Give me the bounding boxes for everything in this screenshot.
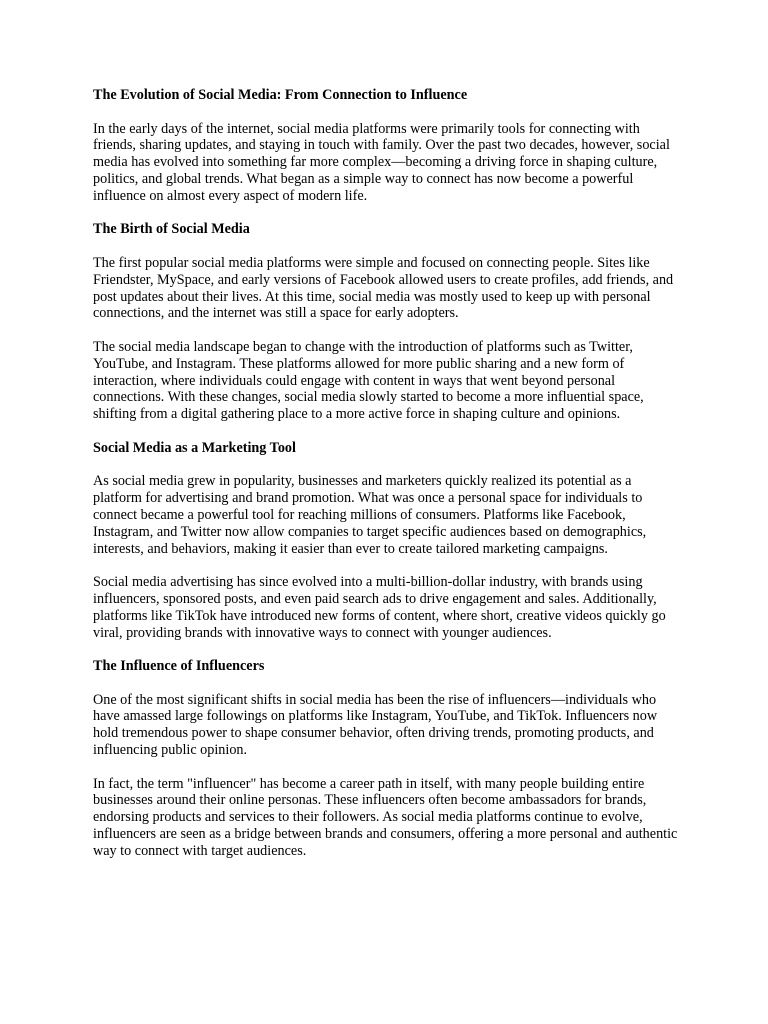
section-heading-influencers: The Influence of Influencers	[93, 658, 265, 675]
section-heading-birth: The Birth of Social Media	[93, 221, 250, 238]
document-page	[93, 87, 681, 860]
section-paragraph: The first popular social media platforms were simple and focused on connecting people. Sites like Friendster, MySpace, and early versions of Facebook allowed users to create profiles, add friends, and post updates about their lives. At this time, social media was mostly used to keep up with personal connections, and the internet was still a space for early adopters.	[93, 254, 674, 322]
section-paragraph: As social media grew in popularity, businesses and marketers quickly realized its potential as a platform for advertising and brand promotion. What was once a personal space for individuals to connect became a powerful tool for reaching millions of consumers. Platforms like Facebook, Instagram, and Twitter now allow companies to target specific audiences based on demographics, interests, and behaviors, making it easier than ever to create tailored marketing campaigns.	[93, 473, 647, 557]
document-title: The Evolution of Social Media: From Connection to Influence	[93, 87, 468, 103]
section-paragraph: Social media advertising has since evolved into a multi-billion-dollar industry, with brands using influencers, sponsored posts, and even paid search ads to drive engagement and sales. Additionally, platforms like TikTok have introduced new forms of content, where short, creative videos quickly go viral, providing brands with innovative ways to connect with younger audiences.	[93, 574, 666, 641]
section-paragraph: In fact, the term "influencer" has become a career path in itself, with many people building entire businesses around their online personas. These influencers often become ambassadors for brands, endorsing products and services to their followers. As social media platforms continue to evolve, influencers are seen as a bridge between brands and consumers, offering a more personal and authentic way to connect with target audiences.	[93, 775, 678, 859]
section-paragraph: One of the most significant shifts in social media has been the rise of influencers—individuals who have amassed large followings on platforms like Instagram, YouTube, and TikTok. Influencers now hold tremendous power to shape consumer behavior, often driving trends, promoting products, and influencing public opinion.	[93, 691, 658, 759]
section-heading-marketing: Social Media as a Marketing Tool	[93, 439, 296, 456]
section-paragraph: The social media landscape began to change with the introduction of platforms such as Twitter, YouTube, and Instagram. These platforms allowed for more public sharing and a new form of interaction, where individuals could engage with content in ways that went beyond personal connections. With these changes, social media slowly started to become a more influential space, shifting from a digital gathering place to a more active force in shaping culture and opinions.	[93, 338, 644, 423]
intro-paragraph: In the early days of the internet, social media platforms were primarily tools for connecting with friends, sharing updates, and staying in touch with family. Over the past two decades, however, social media has evolved into something far more complex—becoming a driving force in shaping culture, politics, and global trends. What began as a simple way to connect has now become a powerful influence on almost every aspect of modern life.	[93, 120, 670, 204]
